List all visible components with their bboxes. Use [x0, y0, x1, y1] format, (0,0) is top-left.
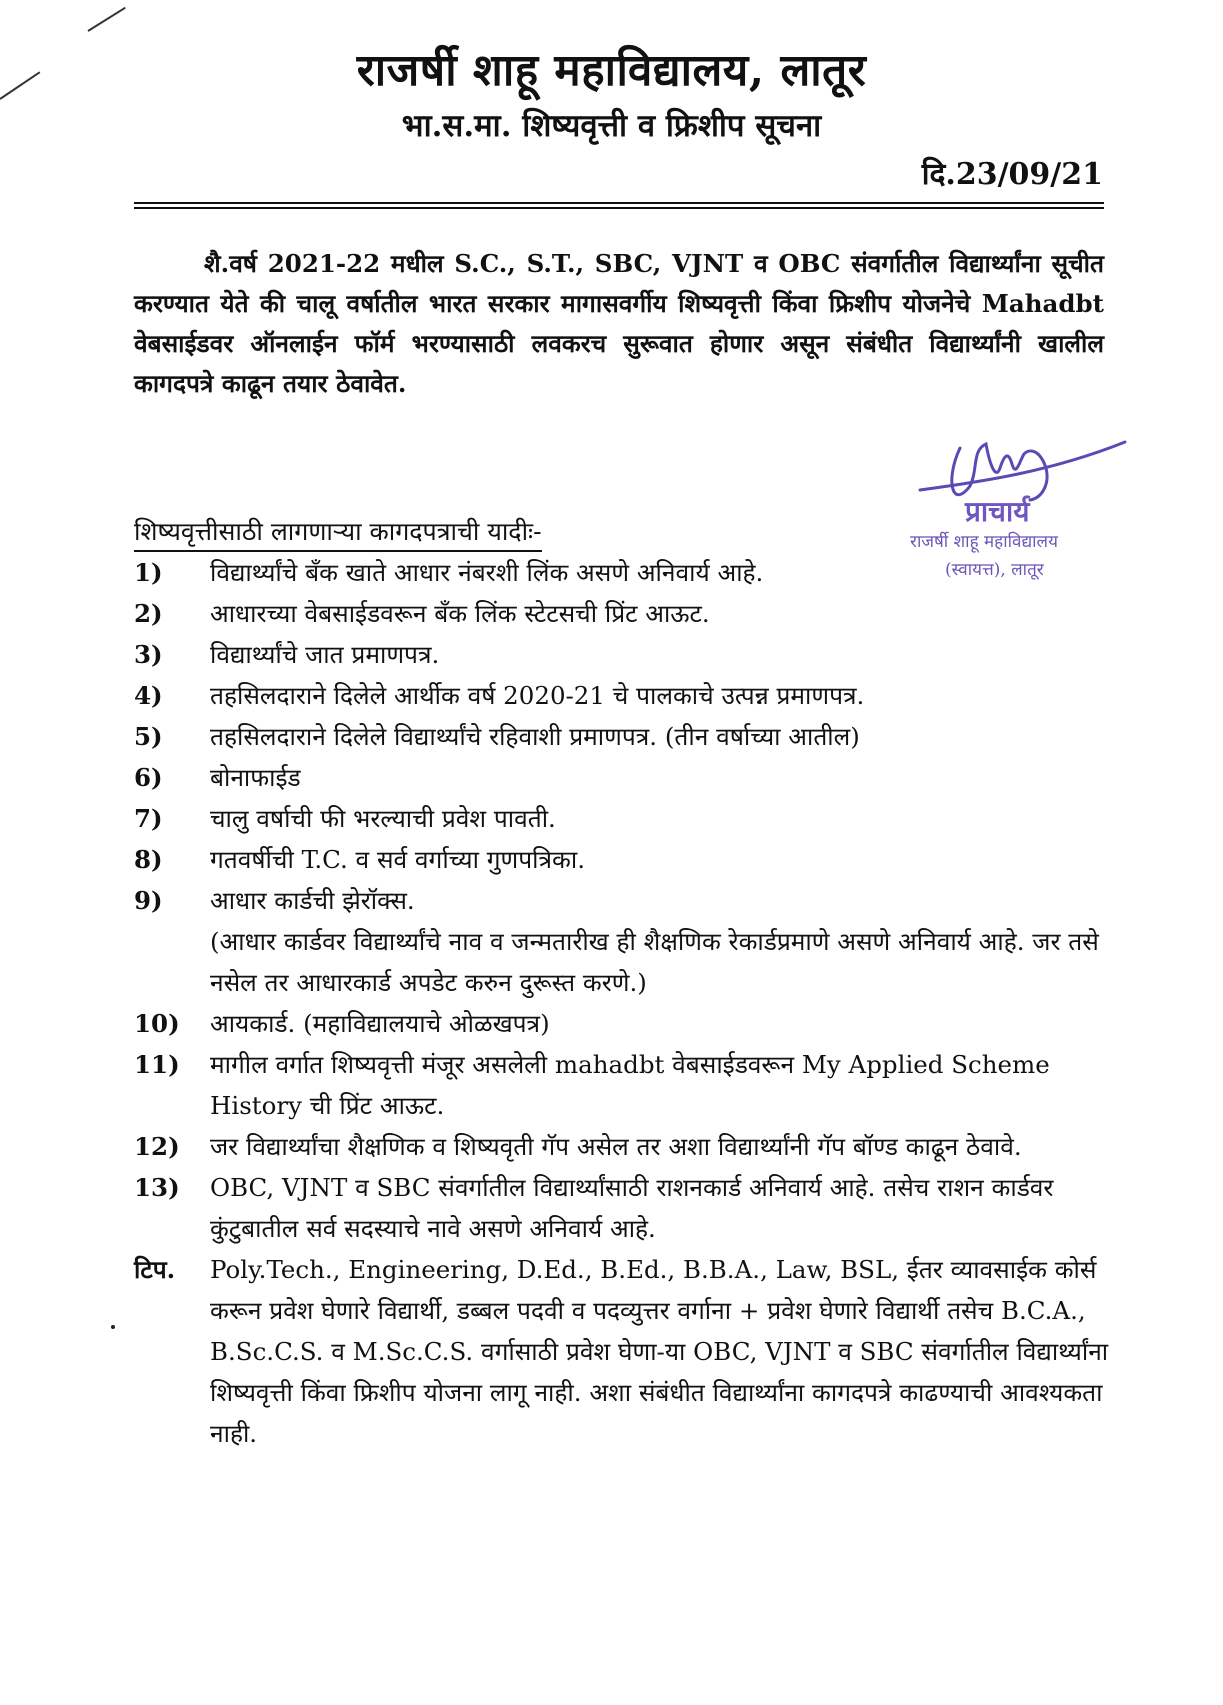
list-item [134, 1126, 1119, 1167]
item-text: तहसिलदाराने दिलेले आर्थीक वर्ष 2020-21 चे पालकाचे उत्पन्न प्रमाणपत्र. [210, 681, 865, 710]
header-rule-bottom [134, 207, 1104, 209]
list-item [134, 1003, 1119, 1044]
notice-subtitle: भा.स.मा. शिष्यवृत्ती व फ्रिशीप सूचना [401, 108, 822, 144]
stamp-place: (स्वायत्त), लातूर [945, 560, 1044, 580]
list-item [134, 675, 1119, 716]
list-item [134, 716, 1119, 757]
item-number: 10) [134, 1009, 180, 1038]
item-number: 5) [134, 722, 163, 751]
notice-date: दि.23/09/21 [921, 157, 1103, 192]
document-list [134, 552, 1119, 1454]
item-text: बोनाफाईड [210, 763, 301, 792]
list-item [134, 1044, 1119, 1126]
college-name: राजर्षी शाहू महाविद्यालय, लातूर [356, 45, 867, 96]
item-text: आधारच्या वेबसाईडवरून बँक लिंक स्टेटसची प्रिंट आऊट. [210, 599, 710, 628]
item-number: 9) [134, 886, 163, 915]
scan-mark-upper [87, 7, 125, 32]
item-text: तहसिलदाराने दिलेले विद्यार्थ्यांचे रहिवाशी प्रमाणपत्र. (तीन वर्षाच्या आतील) [210, 722, 860, 751]
item-number: 12) [134, 1132, 180, 1161]
scan-dot [111, 1325, 115, 1329]
list-item [134, 880, 1119, 1003]
item-text: आयकार्ड. (महाविद्यालयाचे ओळखपत्र) [210, 1009, 550, 1038]
list-item [134, 593, 1119, 634]
item-text: जर विद्यार्थ्यांचा शैक्षणिक व शिष्यवृती गॅप असेल तर अशा विद्यार्थ्यांनी गॅप बॉण्ड काढून ठेवावे. [210, 1132, 1022, 1161]
item-text: विद्यार्थ्यांचे जात प्रमाणपत्र. [210, 640, 440, 669]
item-note: (आधार कार्डवर विद्यार्थ्यांचे नाव व जन्मतारीख ही शैक्षणिक रेकार्डप्रमाणे असणे अनिवार्य आहे. जर तसे नसेल तर आधारकार्ड अपडेट करुन दुरूस्त करणे.) [210, 927, 1099, 997]
item-text: आधार कार्डची झेरॉक्स. [210, 886, 415, 915]
item-number: 13) [134, 1173, 180, 1202]
intro-paragraph: शै.वर्ष 2021-22 मधील S.C., S.T., SBC, VJNT व OBC संवर्गातील विद्यार्थ्यांना सूचीत करण्यात येते की चालू वर्षातील भारत सरकार मागासवर्गीय शिष्यवृत्ती किंवा फ्रिशीप योजनेचे Mahadbt वेबसाईडवर ऑनलाईन फॉर्म भरण्यासाठी लवकरच सुरूवात होणार असून संबंधीत विद्यार्थ्यांनी खालील कागदपत्रे काढून तयार ठेवावेत. [134, 249, 1104, 398]
stamp-org: राजर्षी शाहू महाविद्यालय [910, 532, 1058, 552]
item-number: 11) [134, 1050, 180, 1079]
item-number: 7) [134, 804, 163, 833]
list-item [134, 1167, 1119, 1249]
item-number: 3) [134, 640, 163, 669]
item-text: चालु वर्षाची फी भरल्याची प्रवेश पावती. [210, 804, 556, 833]
item-number: 6) [134, 763, 163, 792]
note-item [134, 1249, 1119, 1454]
item-number: 8) [134, 845, 163, 874]
list-item [134, 552, 1119, 593]
header-rule-top [134, 202, 1104, 204]
item-text: मागील वर्गात शिष्यवृत्ती मंजूर असलेली mahadbt वेबसाईडवरून My Applied Scheme History ची प्रिंट आऊट. [210, 1050, 1050, 1120]
item-text: गतवर्षीची T.C. व सर्व वर्गाच्या गुणपत्रिका. [210, 845, 585, 874]
list-item [134, 634, 1119, 675]
documents-heading: शिष्यवृत्तीसाठी लागणाऱ्या कागदपत्राची यादीः- [134, 514, 542, 552]
list-item [134, 839, 1119, 880]
list-item [134, 757, 1119, 798]
note-text: Poly.Tech., Engineering, D.Ed., B.Ed., B.B.A., Law, BSL, ईतर व्यावसाईक कोर्स करून प्रवेश घेणारे विद्यार्थी, डब्बल पदवी व पदव्युत्तर वर्गाना + प्रवेश घेणारे विद्यार्थी तसेच B.C.A., B.Sc.C.S. व M.Sc.C.S. वर्गासाठी प्रवेश घेणा-या OBC, VJNT व SBC संवर्गातील विद्यार्थ्यांना शिष्यवृत्ती किंवा फ्रिशीप योजना लागू नाही. अशा संबंधीत विद्यार्थ्यांना कागदपत्रे काढण्याची आवश्यकता नाही. [210, 1255, 1109, 1448]
item-text: OBC, VJNT व SBC संवर्गातील विद्यार्थ्यांसाठी राशनकार्ड अनिवार्य आहे. तसेच राशन कार्डवर कुंटुबातील सर्व सदस्याचे नावे असणे अनिवार्य आहे. [210, 1173, 1054, 1243]
note-label: टिप. [134, 1255, 176, 1284]
item-text: विद्यार्थ्यांचे बँक खाते आधार नंबरशी लिंक असणे अनिवार्य आहे. [210, 558, 764, 587]
item-number: 1) [134, 558, 163, 587]
item-number: 4) [134, 681, 163, 710]
item-number: 2) [134, 599, 163, 628]
stamp-title: प्राचार्य [965, 495, 1030, 528]
item-text-wrapper [210, 880, 1119, 1003]
list-item [134, 798, 1119, 839]
